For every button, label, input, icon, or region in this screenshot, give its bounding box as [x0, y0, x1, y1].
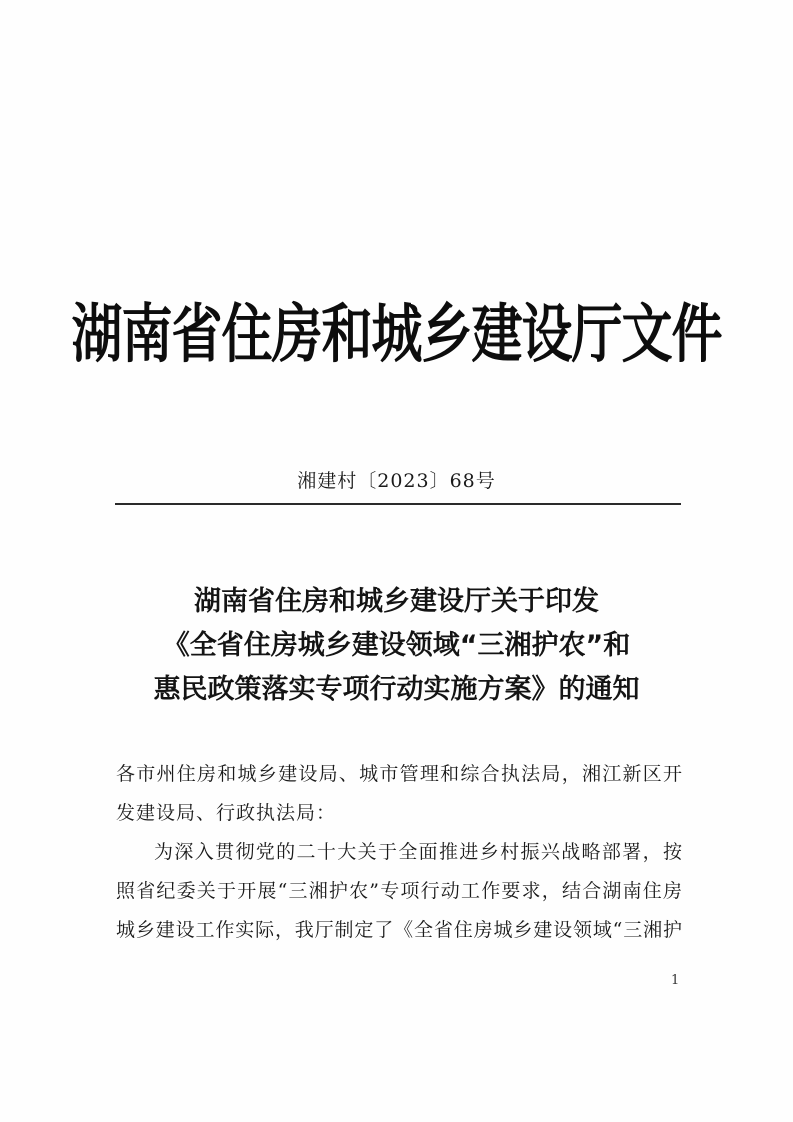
- document-title: [0, 580, 793, 712]
- document-body: [116, 755, 682, 950]
- body-line-paragraph-start: 为深入贯彻党的二十大关于全面推进乡村振兴战略部署，按: [154, 841, 682, 863]
- title-line: 湖南省住房和城乡建设厅关于印发: [194, 586, 599, 617]
- title-line: 《全省住房城乡建设领域“三湘护农”和: [162, 630, 631, 661]
- document-number: 湘建村〔2023〕68号: [297, 470, 496, 492]
- title-line: 惠民政策落实专项行动实施方案》的通知: [153, 674, 640, 705]
- header-divider: [115, 503, 681, 505]
- issuer-header: 湖南省住房和城乡建设厅文件: [71, 298, 722, 372]
- body-line: 照省纪委关于开展“三湘护农”专项行动工作要求，结合湖南住房: [116, 880, 682, 902]
- body-line-recipients-end: 发建设局、行政执法局：: [116, 802, 337, 824]
- body-line-recipients: 各市州住房和城乡建设局、城市管理和综合执法局，湘江新区开: [116, 763, 682, 785]
- page-number: 1: [671, 973, 680, 988]
- body-line: 城乡建设工作实际，我厅制定了《全省住房城乡建设领域“三湘护: [116, 919, 682, 941]
